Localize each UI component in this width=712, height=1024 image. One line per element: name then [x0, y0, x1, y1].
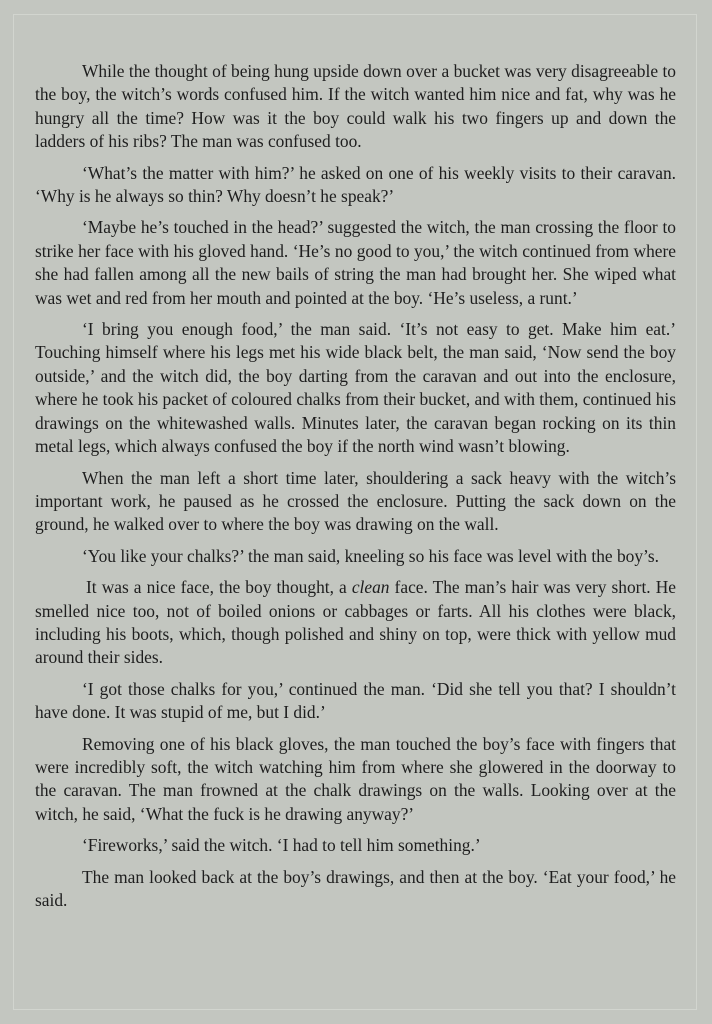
- paragraph: While the thought of being hung upside down over a bucket was very disagreeable to the boy, the witch’s words confused him. If the witch wanted him nice and fat, why was he hungry all the time? How was it the boy could walk his two fingers up and down the ladders of his ribs? The man was confused too.: [35, 61, 676, 152]
- paragraph-text-before: It was a nice face, the boy thought, a: [86, 577, 352, 598]
- paragraph: Removing one of his black gloves, the man touched the boy’s face with fingers that were incredibly soft, the witch watching him from where she glowered in the doorway to the caravan. The man frowned at the chalk drawings on the walls. Looking over at the witch, he said, ‘What the fuck is he drawing anyway?’: [35, 733, 676, 824]
- paragraph: ‘What’s the matter with him?’ he asked on one of his weekly visits to their caravan. ‘Why is he always so thin? Why doesn’t he speak?’: [35, 162, 676, 207]
- paragraph: ‘Maybe he’s touched in the head?’ suggested the witch, the man crossing the floor to strike her face with his gloved hand. ‘He’s no good to you,’ the witch continued from where she had fallen among all the new bails of string the man had brought her. She wiped what was wet and red from her mouth and pointed at the boy. ‘He’s useless, a runt.’: [35, 217, 676, 308]
- paragraph-with-emphasis: [35, 576, 676, 670]
- paragraph: ‘Fireworks,’ said the witch. ‘I had to tell him something.’: [82, 835, 481, 856]
- paragraph: When the man left a short time later, shouldering a sack heavy with the witch’s important work, he paused as he crossed the enclosure. Putting the sack down on the ground, he walked over to where the boy was drawing on the wall.: [35, 467, 676, 535]
- page-body-text: [35, 60, 676, 920]
- paragraph: ‘You like your chalks?’ the man said, kneeling so his face was level with the boy’s.: [82, 545, 659, 566]
- paragraph: ‘I bring you enough food,’ the man said. ‘It’s not easy to get. Make him eat.’ Touching himself where his legs met his wide black belt, the man said, ‘Now send the boy outside,’ and the witch did, the boy darting from the caravan and out into the enclosure, where he took his packet of coloured chalks from their bucket, and with them, continued his drawings on the whitewashed walls. Minutes later, the caravan began rocking on its thin metal legs, which always confused the boy if the north wind wasn’t blowing.: [35, 319, 676, 457]
- emphasized-word: clean: [351, 577, 390, 598]
- paragraph: The man looked back at the boy’s drawings, and then at the boy. ‘Eat your food,’ he said.: [35, 866, 676, 910]
- paragraph: ‘I got those chalks for you,’ continued the man. ‘Did she tell you that? I shouldn’t have done. It was stupid of me, but I did.’: [35, 678, 676, 723]
- paragraph-text-after: face. The man’s hair was very short. He smelled nice too, not of boiled onions or cabbages or farts. All his clothes were black, including his boots, which, though polished and shiny on top, were thick with yellow mud around their sides.: [35, 577, 676, 668]
